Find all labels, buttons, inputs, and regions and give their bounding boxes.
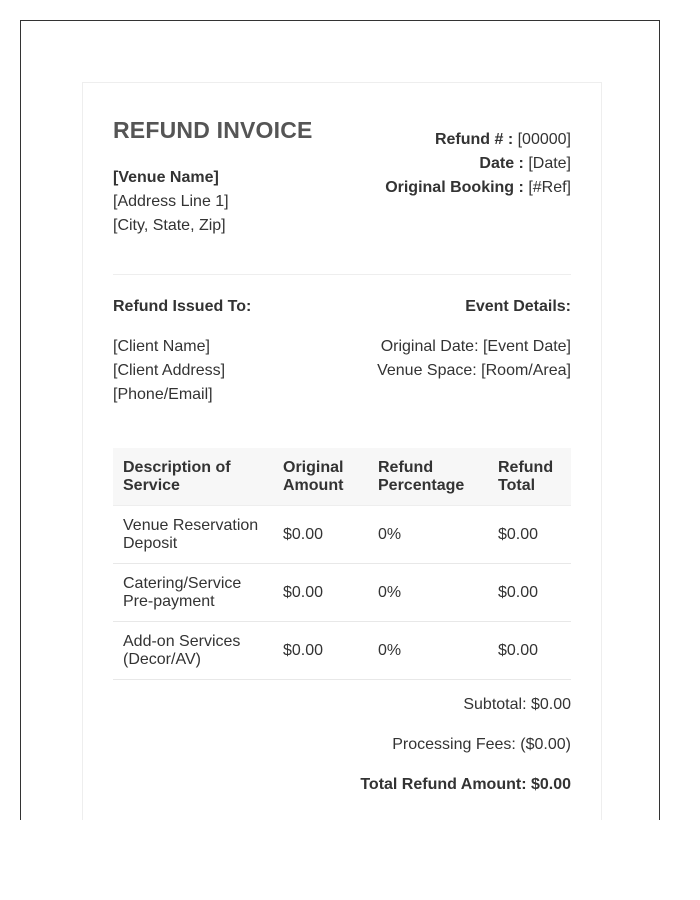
- table-row: [113, 506, 571, 564]
- cell-refund-percentage: 0%: [368, 564, 488, 622]
- processing-fees: Processing Fees: ($0.00): [392, 736, 571, 753]
- header-divider: [113, 274, 571, 275]
- cell-original-amount: $0.00: [273, 564, 368, 622]
- cell-refund-total: $0.00: [488, 622, 571, 680]
- refund-number-label: Refund # :: [434, 131, 514, 148]
- original-booking-value: [#Ref]: [528, 179, 571, 196]
- client-details: [113, 335, 251, 407]
- cell-description: Catering/Service Pre-payment: [113, 564, 273, 622]
- table-header-row: [113, 448, 571, 506]
- event-original-date: Original Date: [Event Date]: [380, 338, 571, 355]
- date-label: Date :: [479, 155, 524, 172]
- cell-refund-percentage: 0%: [368, 506, 488, 564]
- date-value: [Date]: [528, 155, 571, 172]
- cell-refund-percentage: 0%: [368, 622, 488, 680]
- date-row: [385, 152, 571, 176]
- client-phone-email: [Phone/Email]: [113, 386, 213, 403]
- subtotal: Subtotal: $0.00: [463, 696, 571, 713]
- invoice-meta: [385, 128, 571, 200]
- venue-address-line-1: [Address Line 1]: [113, 193, 229, 210]
- header-original-amount: Original Amount: [273, 448, 368, 506]
- table-row: [113, 564, 571, 622]
- page-frame: [20, 20, 660, 820]
- cell-description: Add-on Services (Decor/AV): [113, 622, 273, 680]
- refund-number-value: [00000]: [517, 131, 571, 148]
- refund-issued-to: [113, 295, 251, 407]
- event-venue-space: Venue Space: [Room/Area]: [377, 362, 571, 379]
- event-details: [377, 295, 571, 383]
- venue-block: [113, 166, 229, 238]
- refund-issued-to-heading: Refund Issued To:: [113, 298, 252, 315]
- refund-number-row: [385, 128, 571, 152]
- cell-original-amount: $0.00: [273, 506, 368, 564]
- client-name: [Client Name]: [113, 338, 210, 355]
- invoice-card: [82, 82, 602, 820]
- header-description: Description of Service: [113, 448, 273, 506]
- header-refund-total: Refund Total: [488, 448, 571, 506]
- header-refund-percentage: Refund Percentage: [368, 448, 488, 506]
- event-details-lines: [377, 335, 571, 383]
- cell-refund-total: $0.00: [488, 506, 571, 564]
- refund-items-table: [113, 448, 571, 680]
- cell-refund-total: $0.00: [488, 564, 571, 622]
- cell-original-amount: $0.00: [273, 622, 368, 680]
- table-row: [113, 622, 571, 680]
- cell-description: Venue Reservation Deposit: [113, 506, 273, 564]
- original-booking-label: Original Booking :: [385, 179, 524, 196]
- event-details-heading: Event Details:: [465, 298, 571, 315]
- client-address: [Client Address]: [113, 362, 226, 379]
- venue-city-state-zip: [City, State, Zip]: [113, 217, 226, 234]
- original-booking-row: [385, 176, 571, 200]
- total-refund-amount: Total Refund Amount: $0.00: [360, 776, 571, 793]
- totals-block: [360, 693, 571, 813]
- venue-name: [Venue Name]: [113, 169, 219, 186]
- invoice-title: REFUND INVOICE: [113, 117, 313, 143]
